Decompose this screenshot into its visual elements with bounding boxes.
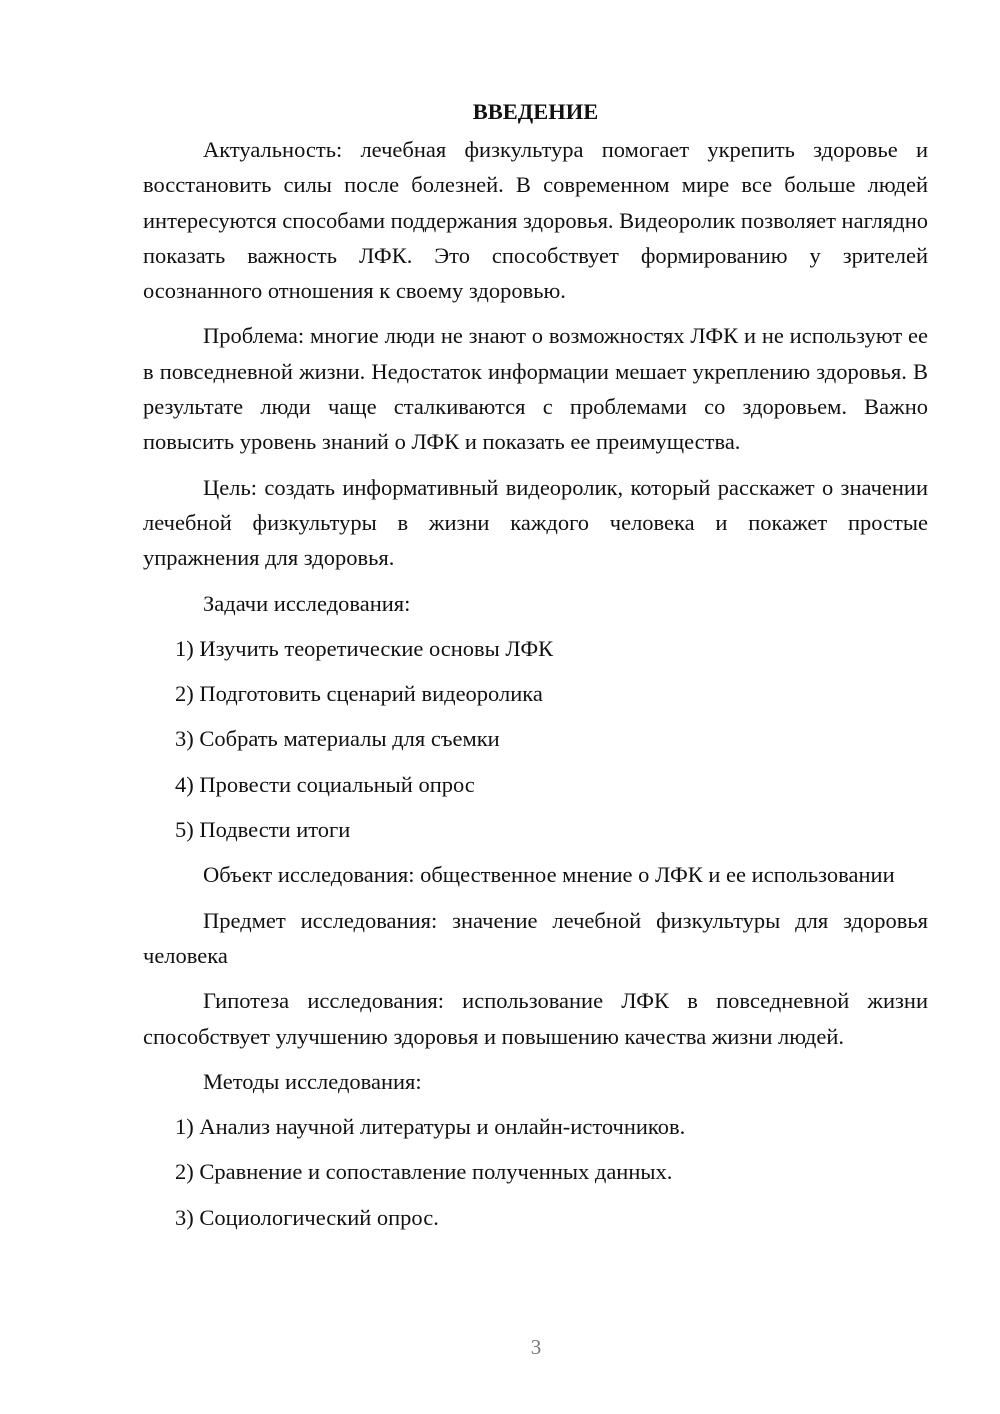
hypothesis-paragraph: Гипотеза исследования: использование ЛФК в повседневной жизни способствует улучшению здоровья и повышению качества жизни людей.	[143, 988, 928, 1049]
methods-heading: Методы исследования:	[203, 1068, 422, 1094]
method-item: 3) Социологический опрос.	[175, 1204, 439, 1230]
task-item: 2) Подготовить сценарий видеоролика	[175, 681, 543, 707]
task-item: 5) Подвести итоги	[175, 817, 351, 843]
section-title: ВВЕДЕНИЕ	[472, 99, 599, 124]
page-content	[143, 94, 928, 1245]
methods-list	[143, 1109, 928, 1235]
task-item: 1) Изучить теоретические основы ЛФК	[175, 635, 554, 661]
task-item: 3) Собрать материалы для съемки	[175, 726, 500, 752]
method-item: 1) Анализ научной литературы и онлайн-источников.	[175, 1114, 686, 1140]
method-item: 2) Сравнение и сопоставление полученных данных.	[175, 1159, 673, 1185]
tasks-heading: Задачи исследования:	[203, 590, 411, 616]
task-item: 4) Провести социальный опрос	[175, 771, 475, 797]
tasks-list	[143, 631, 928, 847]
subject-paragraph: Предмет исследования: значение лечебной физкультуры для здоровья человека	[143, 907, 928, 968]
goal-paragraph: Цель: создать информативный видеоролик, который расскажет о значении лечебной физкультуры в жизни каждого человека и покажет простые упражнения для здоровья.	[143, 474, 928, 571]
relevance-paragraph: Актуальность: лечебная физкультура помогает укрепить здоровье и восстановить силы после болезней. В современном мире все больше людей интересуются способами поддержания здоровья. Видеоролик позволяет наглядно показать важность ЛФК. Это способствует формированию у зрителей осознанного отношения к своему здоровью.	[143, 137, 928, 304]
problem-paragraph: Проблема: многие люди не знают о возможностях ЛФК и не используют ее в повседневной жизни. Недостаток информации мешает укреплению здоровья. В результате люди чаще сталкиваются с проблемами со здоровьем. Важно повысить уровень знаний о ЛФК и показать ее преимущества.	[143, 323, 928, 455]
page-number: 3	[530, 1335, 542, 1359]
object-paragraph: Объект исследования: общественное мнение о ЛФК и ее использовании	[203, 862, 895, 888]
